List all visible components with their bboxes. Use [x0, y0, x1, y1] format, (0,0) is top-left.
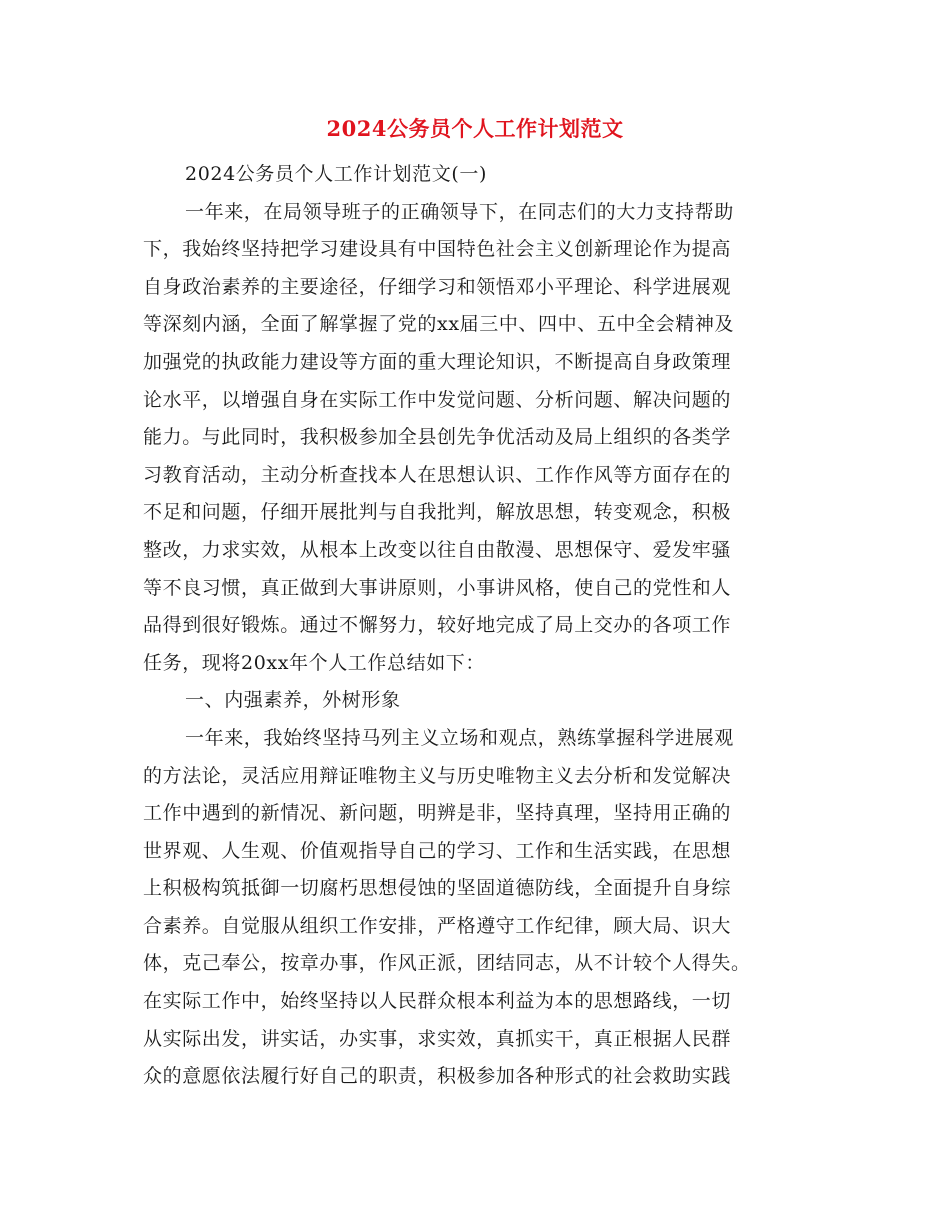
text-line: 品得到很好锻炼。通过不懈努力，较好地完成了局上交办的各项工作 [143, 614, 732, 637]
text-line: 一、内强素养，外树形象 [185, 689, 401, 712]
text-line: 任务，现将20xx年个人工作总结如下： [143, 651, 486, 674]
text-line: 2024公务员个人工作计划范文(一) [185, 163, 487, 185]
text-line: 众的意愿依法履行好自己的职责，积极参加各种形式的社会救助实践 [143, 1065, 732, 1088]
document-body [143, 156, 808, 1096]
text-line: 体，克己奉公，按章办事，作风正派，团结同志，从不计较个人得失。 [143, 952, 751, 975]
text-line: 论水平，以增强自身在实际工作中发觉问题、分析问题、解决问题的 [143, 388, 732, 411]
text-line: 自身政治素养的主要途径，仔细学习和领悟邓小平理论、科学进展观 [143, 275, 732, 298]
text-line: 在实际工作中，始终坚持以人民群众根本利益为本的思想路线，一切 [143, 990, 732, 1013]
text-line: 加强党的执政能力建设等方面的重大理论知识，不断提高自身政策理 [143, 350, 732, 373]
text-line: 一年来，我始终坚持马列主义立场和观点，熟练掌握科学进展观 [185, 726, 734, 749]
text-line: 工作中遇到的新情况、新问题，明辨是非，坚持真理，坚持用正确的 [143, 802, 732, 825]
text-line: 一年来，在局领导班子的正确领导下，在同志们的大力支持帮助 [185, 200, 734, 223]
text-line: 下，我始终坚持把学习建设具有中国特色社会主义创新理论作为提高 [143, 238, 732, 261]
text-line: 上积极构筑抵御一切腐朽思想侵蚀的坚固道德防线，全面提升自身综 [143, 877, 732, 900]
text-line: 整改，力求实效，从根本上改变以往自由散漫、思想保守、爱发牢骚 [143, 538, 732, 561]
text-line: 习教育活动，主动分析查找本人在思想认识、工作作风等方面存在的 [143, 463, 732, 486]
document-title: 2024公务员个人工作计划范文 [326, 116, 624, 141]
text-line: 合素养。自觉服从组织工作安排，严格遵守工作纪律，顾大局、识大 [143, 914, 732, 937]
text-line: 能力。与此同时，我积极参加全县创先争优活动及局上组织的各类学 [143, 426, 732, 449]
text-line: 的方法论，灵活应用辩证唯物主义与历史唯物主义去分析和发觉解决 [143, 764, 732, 787]
text-line: 不足和问题，仔细开展批判与自我批判，解放思想，转变观念，积极 [143, 501, 732, 524]
text-line: 等不良习惯，真正做到大事讲原则，小事讲风格，使自己的党性和人 [143, 576, 732, 599]
text-line: 从实际出发，讲实话，办实事，求实效，真抓实干，真正根据人民群 [143, 1027, 732, 1050]
text-line: 世界观、人生观、价值观指导自己的学习、工作和生活实践，在思想 [143, 839, 732, 862]
text-line: 等深刻内涵，全面了解掌握了党的xx届三中、四中、五中全会精神及 [143, 313, 735, 336]
